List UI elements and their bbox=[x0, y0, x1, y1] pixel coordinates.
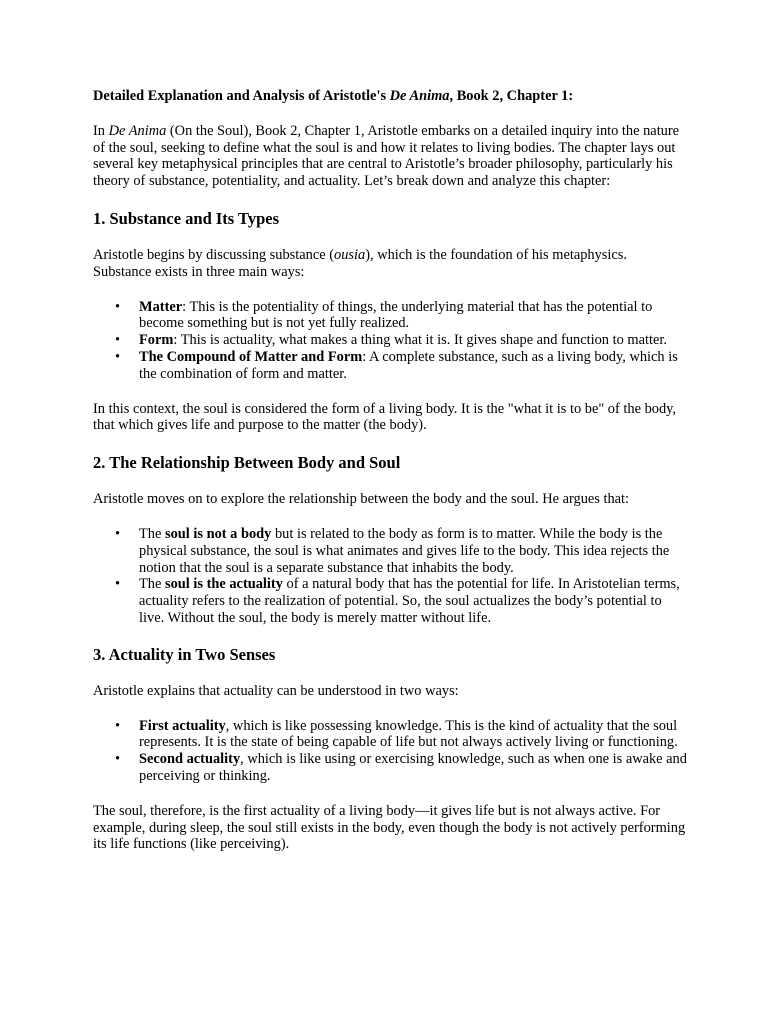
bullet-list bbox=[93, 526, 688, 627]
section-heading-substance: 1. Substance and Its Types bbox=[93, 208, 279, 228]
bullet-icon: • bbox=[115, 717, 121, 734]
bullet-icon: • bbox=[115, 576, 121, 593]
bullet-icon: • bbox=[115, 348, 121, 365]
bullet-icon: • bbox=[115, 298, 121, 315]
bullet-list bbox=[93, 299, 688, 383]
section-lead-paragraph: Aristotle moves on to explore the relationship between the body and the soul. He argues that: bbox=[93, 491, 630, 508]
bullet-icon: • bbox=[115, 525, 121, 542]
list-item: • The soul is not a body but is related to the body as form is to matter. While the body is the physical substance, the soul is what animates and gives life to the body. This idea rejects the notion that the soul is a separate substance that inhabits the body. bbox=[115, 525, 670, 576]
list-item: • First actuality, which is like possessing knowledge. This is the kind of actuality that the soul represents. It is the state of being capable of life but not always actively living or functioning. bbox=[115, 717, 678, 751]
bullet-icon: • bbox=[115, 751, 121, 768]
bullet-icon: • bbox=[115, 332, 121, 349]
list-item: • The soul is the actuality of a natural body that has the potential for life. In Aristotelian terms, actuality refers to the realization of potential. So, the soul actualizes the body’s potential to live. Without the soul, the body is merely matter without life. bbox=[115, 576, 680, 626]
list-item: • Form: This is actuality, what makes a thing what it is. It gives shape and function to matter. bbox=[115, 332, 667, 349]
section-lead-paragraph: Aristotle begins by discussing substance (ousia), which is the foundation of his metaphysics. Substance exists in three main ways: bbox=[93, 246, 627, 280]
list-item: • Second actuality, which is like using or exercising knowledge, such as when one is awake and perceiving or thinking. bbox=[115, 751, 687, 784]
list-item: • The Compound of Matter and Form: A complete substance, such as a living body, which is the combination of form and matter. bbox=[115, 348, 678, 382]
intro-paragraph: In De Anima (On the Soul), Book 2, Chapter 1, Aristotle embarks on a detailed inquiry into the nature of the soul, seeking to define what the soul is and how it relates to living bodies. The chapter lays out several key metaphysical principles that are central to Aristotle’s broader philosophy, particularly his theory of substance, potentiality, and actuality. Let’s break down and analyze this chapter: bbox=[93, 122, 680, 190]
document-title: Detailed Explanation and Analysis of Aristotle's De Anima, Book 2, Chapter 1: bbox=[93, 88, 574, 104]
list-item: • Matter: This is the potentiality of things, the underlying material that has the potential to become something but is not yet fully realized. bbox=[115, 298, 653, 332]
section-heading-actuality: 3. Actuality in Two Senses bbox=[93, 644, 276, 664]
bullet-list bbox=[93, 718, 688, 785]
section-heading-body-soul: 2. The Relationship Between Body and Soul bbox=[93, 453, 401, 473]
section-lead-paragraph: Aristotle explains that actuality can be understood in two ways: bbox=[93, 682, 459, 699]
section-closing-paragraph: The soul, therefore, is the first actuality of a living body—it gives life but is not always active. For example, during sleep, the soul still exists in the body, even though the body is not actively performing its life functions (like perceiving). bbox=[93, 802, 686, 853]
section-closing-paragraph: In this context, the soul is considered the form of a living body. It is the "what it is to be" of the body, that which gives life and purpose to the matter (the body). bbox=[93, 400, 677, 434]
